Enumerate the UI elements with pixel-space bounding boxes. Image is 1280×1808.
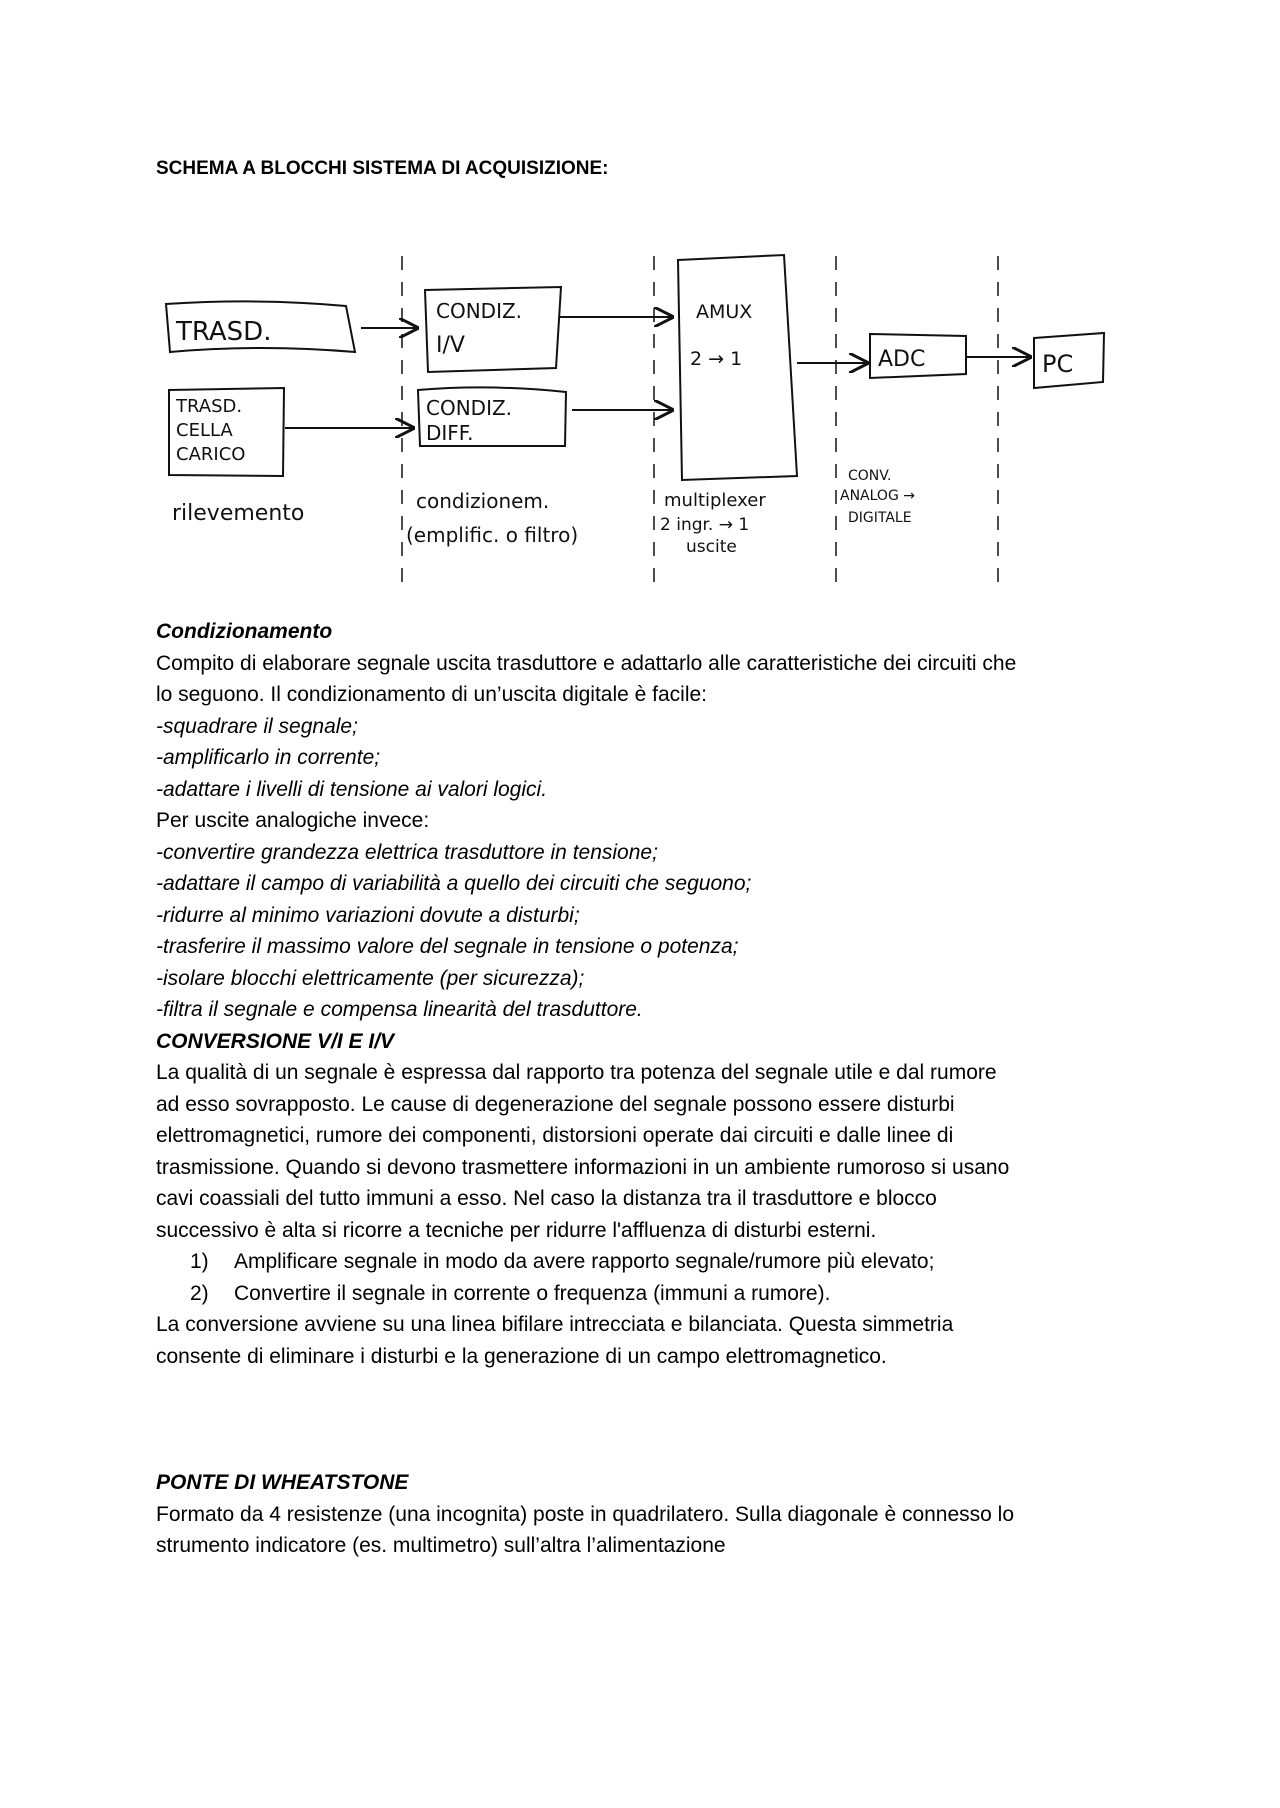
block-label: CELLA: [176, 420, 233, 441]
numbered-item: [156, 1278, 1016, 1310]
stage-label: uscite: [686, 537, 737, 557]
list-item: -trasferire il massimo valore del segnale in tensione o potenza;: [156, 935, 739, 958]
list-item: -convertire grandezza elettrica trasduttore in tensione;: [156, 840, 658, 864]
section-heading: CONVERSIONE V/I E I/V: [156, 1029, 395, 1053]
numbered-item: [156, 1246, 1016, 1278]
paragraph-line: Compito di elaborare segnale uscita trasduttore e adattarlo alle caratteristiche dei circuiti che: [156, 651, 1017, 675]
paragraph-line: La qualità di un segnale è espressa dal rapporto tra potenza del segnale utile e dal rumore: [156, 1061, 997, 1084]
page-title: SCHEMA A BLOCCHI SISTEMA DI ACQUISIZIONE:: [156, 158, 609, 179]
block-label: I/V: [436, 333, 465, 358]
block-label: CONDIZ.: [436, 299, 523, 323]
block-label: DIFF.: [426, 421, 474, 445]
item-text: Convertire il segnale in corrente o frequenza (immuni a rumore).: [234, 1281, 831, 1305]
paragraph-line: cavi coassiali del tutto immuni a esso. Nel caso la distanza tra il trasduttore e blocco: [156, 1187, 937, 1210]
stage-label: rilevemento: [172, 501, 305, 526]
paragraph-line: Per uscite analogiche invece:: [156, 809, 430, 832]
paragraph-line: lo seguono. Il condizionamento di un’uscita digitale è facile:: [156, 683, 708, 706]
item-text: Amplificare segnale in modo da avere rapporto segnale/rumore più elevato;: [234, 1250, 935, 1273]
paragraph-line: elettromagnetici, rumore dei componenti, distorsioni operate dai circuiti e dalle linee di: [156, 1124, 954, 1147]
list-item: -amplificarlo in corrente;: [156, 746, 381, 769]
stage-label: (emplific. o filtro): [406, 523, 579, 547]
section-heading: PONTE DI WHEATSTONE: [156, 1471, 409, 1494]
block-label: TRASD.: [176, 317, 272, 347]
list-item: -ridurre al minimo variazioni dovute a disturbi;: [156, 903, 580, 927]
block-label: CARICO: [176, 444, 246, 465]
stage-label: CONV.: [848, 468, 892, 484]
block-label: ADC: [878, 347, 926, 372]
list-item: -adattare i livelli di tensione ai valori logici.: [156, 777, 548, 801]
list-item: -adattare il campo di variabilità a quello dei circuiti che seguono;: [156, 872, 752, 895]
paragraph-line: strumento indicatore (es. multimetro) sull’altra l’alimentazione: [156, 1534, 726, 1557]
list-item: -isolare blocchi elettricamente (per sicurezza);: [156, 966, 585, 990]
block-diagram: [0, 0, 1280, 620]
list-item: -filtra il segnale e compensa linearità del trasduttore.: [156, 998, 643, 1021]
stage-label: condizionem.: [416, 489, 550, 513]
wheatstone-section: [156, 1467, 1014, 1562]
item-number: 1): [190, 1250, 209, 1273]
paragraph-line: consente di eliminare i disturbi e la generazione di un campo elettromagnetico.: [156, 1344, 887, 1368]
paragraph-line: La conversione avviene su una linea bifilare intrecciata e bilanciata. Questa simmetria: [156, 1313, 954, 1336]
block-label: TRASD.: [176, 396, 243, 417]
paragraph-line: Formato da 4 resistenze (una incognita) poste in quadrilatero. Sulla diagonale è connesso lo: [156, 1502, 1015, 1526]
paragraph-line: successivo è alta si ricorre a tecniche per ridurre l'affluenza di disturbi esterni.: [156, 1218, 877, 1242]
block-label: PC: [1042, 350, 1074, 378]
paragraph-line: trasmissione. Quando si devono trasmettere informazioni in un ambiente rumoroso si usano: [156, 1155, 1010, 1179]
stage-label: ANALOG →: [840, 488, 915, 504]
item-number: 2): [190, 1281, 209, 1305]
list-item: -squadrare il segnale;: [156, 714, 358, 738]
stage-label: DIGITALE: [848, 510, 912, 526]
stage-label: 2 ingr. → 1: [660, 515, 750, 535]
block-label: CONDIZ.: [426, 396, 513, 420]
section-heading: Condizionamento: [156, 620, 333, 643]
block-label: 2 → 1: [690, 348, 743, 370]
block-label: AMUX: [696, 301, 753, 323]
paragraph-line: ad esso sovrapposto. Le cause di degenerazione del segnale possono essere disturbi: [156, 1092, 955, 1116]
stage-label: multiplexer: [664, 490, 766, 511]
document-body: [156, 616, 1016, 1372]
